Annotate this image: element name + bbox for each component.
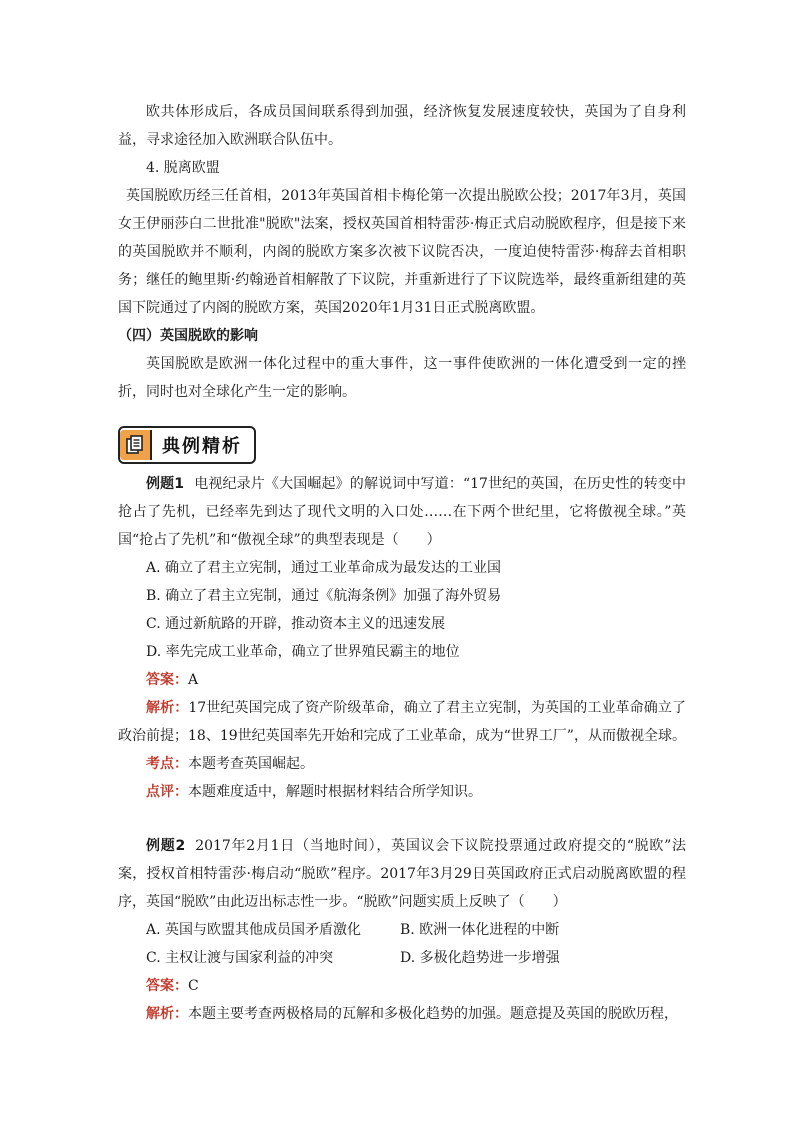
example-1-option-c: C. 通过新航路的开辟，推动资本主义的迅速发展 — [146, 616, 446, 632]
example-2-options-row-2 — [118, 944, 686, 972]
example-2-option-a: A. 英国与欧盟其他成员国矛盾激化 — [146, 922, 362, 938]
answer-value: C — [188, 978, 199, 994]
example-1-answer — [118, 666, 686, 694]
example-1-analysis — [118, 694, 686, 750]
point-text: 本题考查英国崛起。 — [188, 756, 314, 772]
analysis-key: 解析： — [146, 700, 189, 716]
example-2-options-row-1 — [118, 916, 686, 944]
analysis-text: 本题主要考查两极格局的瓦解和多极化趋势的加强。题意提及英国的脱欧历程， — [188, 1006, 678, 1022]
example-1-option-a: A. 确立了君主立宪制，通过工业革命成为最发达的工业国 — [146, 560, 502, 576]
example-2-option-c: C. 主权让渡与国家利益的冲突 — [146, 950, 334, 966]
answer-value: A — [188, 672, 199, 688]
answer-key: 答案： — [146, 978, 188, 994]
example-1-option-b: B. 确立了君主立宪制，通过《航海条例》加强了海外贸易 — [146, 588, 502, 604]
comment-key: 点评： — [146, 784, 188, 800]
paragraph-brexit-impact: 英国脱欧是欧洲一体化过程中的重大事件，这一事件使欧洲的一体化遭受到一定的挫折，同时也对全球化产生一定的影响。 — [118, 356, 686, 400]
example-2-option-b: B. 欧洲一体化进程的中断 — [400, 922, 560, 938]
example-1-comment — [118, 778, 686, 806]
item-4-label: 4. 脱离欧盟 — [146, 160, 220, 176]
example-2-option-d: D. 多极化趋势进一步增强 — [400, 950, 560, 966]
example-2-stem — [118, 832, 686, 916]
example-1-stem — [118, 470, 686, 554]
spacer — [118, 806, 686, 832]
example-2-stem-text: 2017年2月1日（当地时间），英国议会下议院投票通过政府提交的“脱欧”法案，授权首相特雷莎·梅启动“脱欧”程序。2017年3月29日英国政府正式启动脱离欧盟的程序，英国“脱欧”由此迈出标志性一步。“脱欧”问题实质上反映了（ ） — [118, 838, 686, 910]
analysis-text: 17世纪英国完成了资产阶级革命，确立了君主立宪制，为英国的工业革命确立了政治前提；18、19世纪英国率先开始和完成了工业革命，成为“世界工厂”，从而傲视全球。 — [118, 700, 687, 744]
paragraph-ec-formation: 欧共体形成后，各成员国间联系得到加强，经济恢复发展速度较快，英国为了自身利益，寻求途径加入欧洲联合队伍中。 — [118, 104, 686, 148]
comment-text: 本题难度适中，解题时根据材料结合所学知识。 — [188, 784, 482, 800]
example-2-analysis — [118, 1000, 686, 1028]
example-1-option-d: D. 率先完成工业革命，确立了世界殖民霸主的地位 — [146, 644, 460, 660]
paragraph-brexit-history: 英国脱欧历经三任首相，2013年英国首相卡梅伦第一次提出脱欧公投；2017年3月，英国女王伊丽莎白二世批准"脱欧"法案，授权英国首相特雷莎·梅正式启动脱欧程序，但是接下来的英国脱欧并不顺利，内阁的脱欧方案多次被下议院否决，一度迫使特雷莎·梅辞去首相职务；继任的鲍里斯·约翰逊首相解散了下议院，并重新进行了下议院选举，最终重新组建的英国下院通过了内阁的脱欧方案，英国2020年1月31日正式脱离欧盟。 — [118, 188, 686, 316]
badge-title: 典例精析 — [162, 436, 242, 457]
example-section-badge — [118, 426, 256, 464]
point-key: 考点： — [146, 756, 188, 772]
analysis-key: 解析： — [146, 1006, 188, 1022]
document-icon — [120, 430, 152, 460]
answer-key: 答案： — [146, 672, 188, 688]
example-1-label: 例题1 — [146, 476, 185, 492]
example-2-label: 例题2 — [146, 838, 186, 854]
example-2-answer — [118, 972, 686, 1000]
example-1-point — [118, 750, 686, 778]
document-page — [118, 98, 686, 1028]
example-1-stem-text: 电视纪录片《大国崛起》的解说词中写道：“17世纪的英国，在历史性的转变中抢占了先机，已经率先到达了现代文明的入口处……在下两个世纪里，它将傲视全球。”英国“抢占了先机”和“傲视全球”的典型表现是（ ） — [118, 476, 686, 548]
section-4-title: （四）英国脱欧的影响 — [118, 328, 258, 344]
